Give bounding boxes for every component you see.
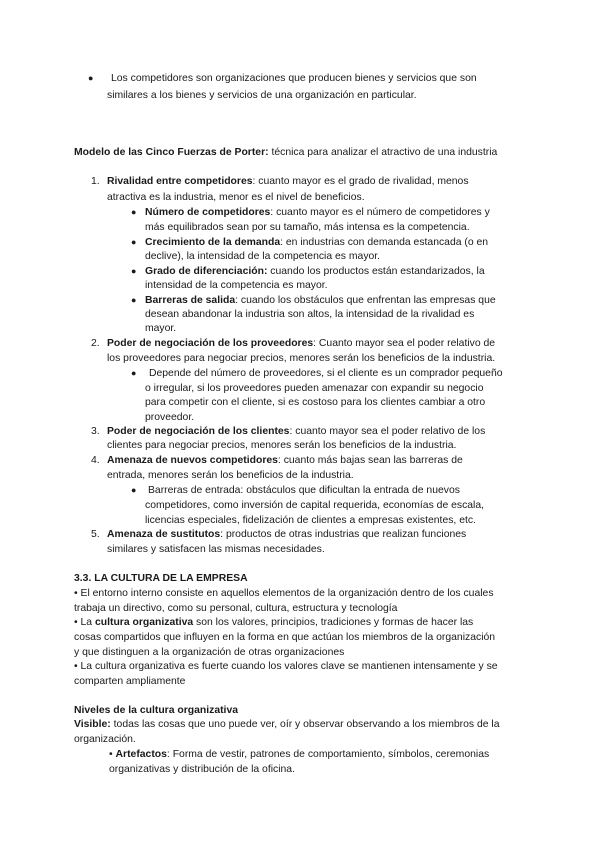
- sub-item-line: Barreras de entrada: obstáculos que dificultan la entrada de nuevos: [148, 485, 460, 496]
- bullet-dot: ●: [131, 295, 137, 305]
- sub-item-line: más equilibrados sean por su tamaño, más intensa es la competencia.: [145, 222, 470, 233]
- sub-item-line: licencias especiales, fidelización de clientes a empresas existentes, etc.: [145, 515, 476, 526]
- bullet-dot: ●: [131, 237, 137, 247]
- list-number: 2.: [91, 338, 100, 349]
- sub-item-line: mayor.: [145, 323, 177, 334]
- sub-item-line: Grado de diferenciación: cuando los productos están estandarizados, la: [145, 266, 485, 277]
- paragraph-line: cosas compartidos que influyen en la forma en que actúan los miembros de la organización: [74, 632, 496, 643]
- sub-item-line: Barreras de salida: cuando los obstáculos que enfrentan las empresas que: [145, 295, 496, 306]
- paragraph-line: organizativas y distribución de la oficina.: [109, 764, 295, 775]
- subsection-heading: Niveles de la cultura organizativa: [74, 705, 239, 716]
- paragraph-line: comparten ampliamente: [74, 676, 186, 687]
- list-number: 3.: [91, 426, 100, 437]
- paragraph-line: • La cultura organizativa es fuerte cuando los valores clave se mantienen intensamente y se: [74, 661, 498, 672]
- list-number: 1.: [91, 176, 100, 187]
- list-item-line: similares y satisfacen las mismas necesidades.: [107, 544, 325, 555]
- item-title: Amenaza de sustitutos: [107, 529, 221, 540]
- item-title: Poder de negociación de los clientes: [107, 426, 290, 437]
- sub-item-line: Número de competidores: cuanto mayor es el número de competidores y: [145, 207, 490, 218]
- list-number: 4.: [91, 455, 100, 466]
- paragraph-line: y que distinguen a la organización de otras organizaciones: [74, 647, 345, 658]
- list-item-line: Amenaza de nuevos competidores: cuanto más bajas sean las barreras de: [107, 455, 463, 466]
- porter-title-line: [74, 145, 497, 160]
- bullet-dot: ●: [131, 485, 137, 495]
- list-item-line: entrada, menores serán los beneficios de la industria.: [107, 470, 354, 481]
- paragraph-line: trabaja un directivo, como su personal, cultura, estructura y tecnología: [74, 603, 398, 614]
- bullet-dot: ●: [131, 368, 137, 378]
- section-heading: 3.3. LA CULTURA DE LA EMPRESA: [74, 573, 248, 584]
- intro-bullet-line: similares a los bienes y servicios de una organización en particular.: [107, 90, 417, 101]
- sub-item-line: declive), la intensidad de la competencia es mayor.: [145, 251, 381, 262]
- bullet-dot: ●: [88, 73, 94, 83]
- list-item-line: Poder de negociación de los proveedores: Cuanto mayor sea el poder relativo de: [107, 338, 496, 349]
- porter-title: Modelo de las Cinco Fuerzas de Porter:: [74, 147, 269, 158]
- paragraph-line: • La cultura organizativa son los valores, principios, tradiciones y formas de hacer las: [74, 617, 474, 628]
- bullet-dot: ●: [131, 266, 137, 276]
- item-title: Amenaza de nuevos competidores: [107, 455, 278, 466]
- list-number: 5.: [91, 529, 100, 540]
- list-item-line: atractiva es la industria, menor es el nivel de beneficios.: [107, 192, 365, 203]
- paragraph-line: • El entorno interno consiste en aquellos elementos de la organización dentro de los cuales: [74, 588, 494, 599]
- porter-description: técnica para analizar el atractivo de una industria: [271, 147, 498, 158]
- list-item-line: Amenaza de sustitutos: productos de otras industrias que realizan funciones: [107, 529, 467, 540]
- sub-item-line: Depende del número de proveedores, si el cliente es un comprador pequeño: [149, 368, 503, 379]
- sub-item-line: o irregular, si los proveedores pueden amenazar con expandir su negocio: [145, 383, 484, 394]
- sub-item-line: competidores, como inversión de capital requerida, economías de escala,: [145, 500, 485, 511]
- sub-item-line: para competir con el cliente, si es costoso para los clientes cambiar a otro: [145, 397, 486, 408]
- paragraph-line: Visible: todas las cosas que uno puede ver, oír y observar observando a los miembros de la: [74, 719, 500, 730]
- sub-item-line: intensidad de la competencia es mayor.: [145, 280, 328, 291]
- sub-item-line: proveedor.: [145, 412, 195, 423]
- list-item-line: Poder de negociación de los clientes: cuanto mayor sea el poder relativo de los: [107, 426, 486, 437]
- list-item-line: los proveedores para negociar precios, menores serán los beneficios de la industria.: [107, 353, 496, 364]
- list-item-line: Rivalidad entre competidores: cuanto mayor es el grado de rivalidad, menos: [107, 176, 469, 187]
- bullet-dot: ●: [131, 207, 137, 217]
- paragraph-line: • Artefactos: Forma de vestir, patrones de comportamiento, símbolos, ceremonias: [109, 749, 490, 760]
- sub-item-line: desean abandonar la industria son altos, la intensidad de la rivalidad es: [145, 309, 475, 320]
- item-title: Poder de negociación de los proveedores: [107, 338, 314, 349]
- item-title: Rivalidad entre competidores: [107, 176, 253, 187]
- intro-bullet-line: Los competidores son organizaciones que producen bienes y servicios que son: [111, 73, 477, 84]
- paragraph-line: organización.: [74, 734, 136, 745]
- sub-item-line: Crecimiento de la demanda: en industrias con demanda estancada (o en: [145, 237, 489, 248]
- list-item-line: clientes para negociar precios, menores serán los beneficios de la industria.: [107, 440, 457, 451]
